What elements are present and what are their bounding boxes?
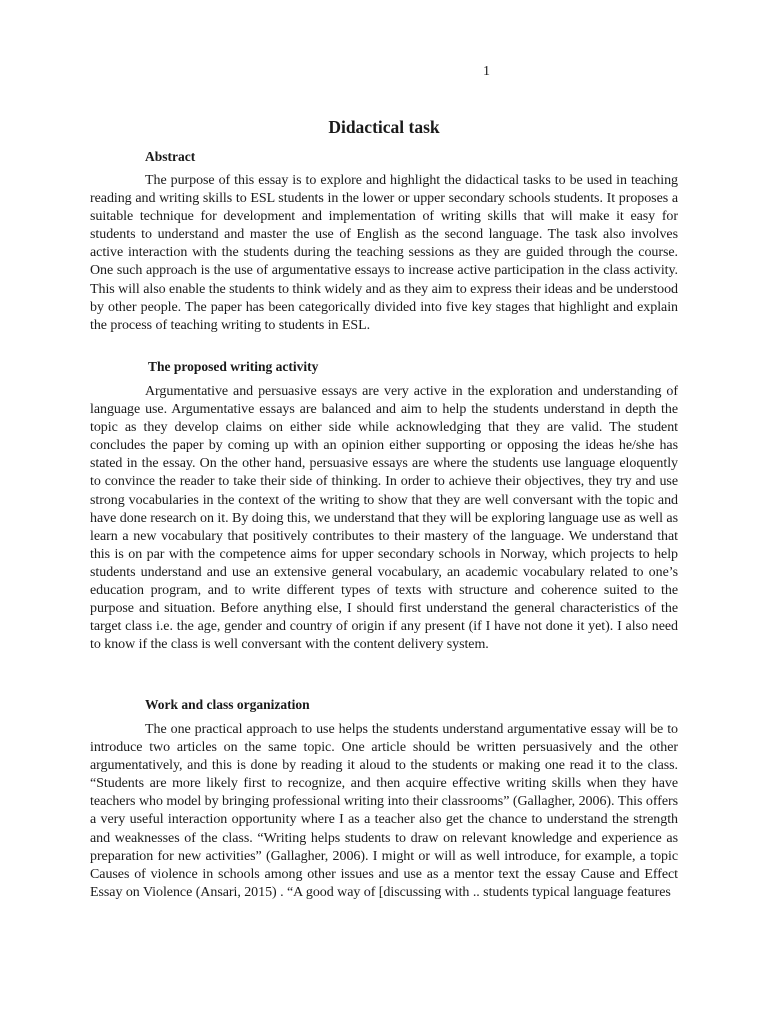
section-paragraph-abstract: The purpose of this essay is to explore and highlight the didactical tasks to be used in teaching reading and writing skills to ESL students in the lower or upper secondary schools students. It proposes a suitable technique for development and implementation of writing skills that will make it easy for students to understand and master the use of English as the second language. The task also involves active interaction with the students during the teaching sessions as they are guided through the course. One such approach is the use of argumentative essays to increase active participation in the class activity. This will also enable the students to think widely and as they aim to express their ideas and be understood by other people. The paper has been categorically divided into five key stages that highlight and explain the process of teaching writing to students in ESL. (90, 173, 678, 333)
document-page (90, 0, 678, 1024)
section-heading-proposed-writing-activity: The proposed writing activity (148, 359, 319, 374)
page-number: 1 (483, 64, 490, 79)
section-paragraph-proposed-writing-activity: Argumentative and persuasive essays are very active in the exploration and understanding of language use. Argumentative essays are balanced and aim to help the students understand in depth the topic as they develop claims on either side while acknowledging that they are valid. The student concludes the paper by coming up with an opinion either supporting or opposing the ideas he/she has stated in the essay. On the other hand, persuasive essays are where the students use language eloquently to convince the reader to take their side of thinking. In order to achieve their objectives, they try and use strong vocabularies in the context of the writing to show that they are well conversant with the topic and have done research on it. By doing this, we understand that they will be exploring language use as well as learn a new vocabulary that positively contributes to their mastery of the language. We understand that this is on par with the competence aims for upper secondary schools in Norway, which projects to help students understand and use an extensive general vocabulary, an academic vocabulary related to one’s education program, and to write different types of texts with structure and coherence suited to the purpose and situation. Before anything else, I should first understand the general characteristics of the target class i.e. the age, gender and country of origin if any present (if I have not done it yet). I also need to know if the class is well conversant with the content delivery system. (90, 384, 678, 653)
section-paragraph-work-and-class-organization: The one practical approach to use helps the students understand argumentative essay will be to introduce two articles on the same topic. One article should be written persuasively and the other argumentatively, and this is done by reading it aloud to the students or making one read it to the class. “Students are more likely first to recognize, and then acquire effective writing skills when they have teachers who model by bringing professional writing into their classrooms” (Gallagher, 2006). This offers a very useful interaction opportunity where I as a teacher also get the chance to understand the strength and weaknesses of the class. “Writing helps students to draw on relevant knowledge and experience as preparation for new activities” (Gallagher, 2006). I might or will as well introduce, for example, a topic Causes of violence in schools among other issues and use as a mentor text the essay Cause and Effect Essay on Violence (Ansari, 2015) . “A good way of [discussing with .. students typical language features (90, 722, 678, 900)
document-title: Didactical task (328, 117, 440, 137)
section-heading-abstract: Abstract (145, 149, 196, 164)
section-heading-work-and-class-organization: Work and class organization (145, 697, 310, 712)
